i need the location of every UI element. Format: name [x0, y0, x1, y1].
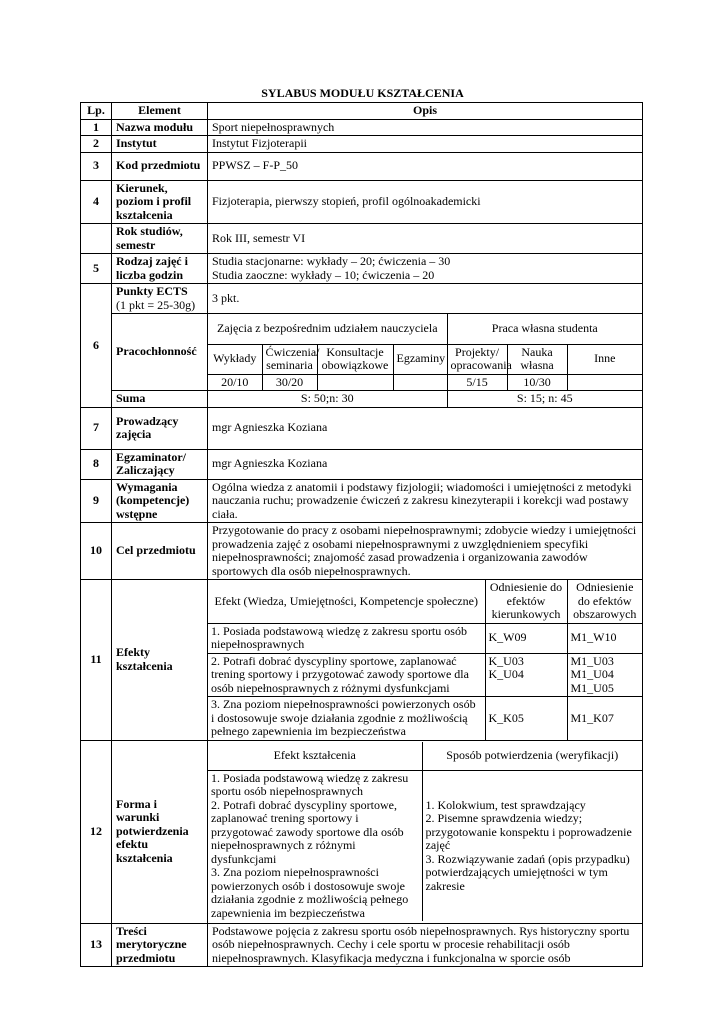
row-number: 11: [81, 580, 112, 741]
val-lectures: 20/10: [208, 374, 262, 390]
row-label: Kierunek, poziom i profil kształcenia: [112, 180, 208, 224]
val-exams: [393, 374, 447, 390]
row-value: [208, 254, 643, 284]
effects-header: Efekt (Wiedza, Umiejętności, Kompetencje społeczne): [208, 580, 485, 623]
verification-grid: [208, 740, 643, 923]
table-row: [81, 314, 643, 391]
table-row: [81, 580, 643, 741]
table-row: [81, 479, 643, 523]
row-number: 9: [81, 479, 112, 523]
sum-label: Suma: [112, 391, 208, 408]
effects-header-area: Odniesienie do efektów obszarowych: [567, 580, 642, 623]
row-number: 10: [81, 523, 112, 580]
row-value: Fizjoterapia, pierwszy stopień, profil ogólnoakademicki: [208, 180, 643, 224]
row-number: 5: [81, 254, 112, 284]
verification-table: [208, 742, 642, 921]
effect-area-code: M1_W10: [567, 623, 642, 653]
table-row: [81, 740, 643, 923]
row-value: mgr Agnieszka Koziana: [208, 407, 643, 449]
col-self-study: Nauka własna: [507, 344, 567, 374]
effect-field-code: K_W09: [485, 623, 567, 653]
val-consultations: [317, 374, 393, 390]
col-exams: Egzaminy: [393, 344, 447, 374]
row-label: Nazwa modułu: [112, 119, 208, 136]
row-value: PPWSZ – F-P_50: [208, 152, 643, 180]
row-number: 8: [81, 449, 112, 479]
sum-own-work: S: 15; n: 45: [447, 391, 642, 407]
row-value: Podstawowe pojęcia z zakresu sportu osób niepełnosprawnych. Rys historyczny sportu osób niepełnosprawnych. Cechy i cele sportu w procesie rehabilitacji osób niepełnosprawnych. Klasyfikacja medyczna i funkcjonalna w sporcie osób: [208, 923, 643, 967]
row-label: Forma i warunki potwierdzenia efektu kształcenia: [112, 740, 208, 923]
row-value: Rok III, semestr VI: [208, 224, 643, 254]
row-value: Instytut Fizjoterapii: [208, 136, 643, 153]
table-row: [81, 391, 643, 408]
effect-area-code: M1_U03 M1_U04 M1_U05: [567, 653, 642, 697]
row-number: 7: [81, 407, 112, 449]
effect-field-code: K_U03 K_U04: [485, 653, 567, 697]
row-label: [112, 284, 208, 314]
table-row: [81, 152, 643, 180]
row-number: 1: [81, 119, 112, 136]
workload-grid: [208, 314, 643, 391]
row-label: Wymagania (kompetencje) wstępne: [112, 479, 208, 523]
col-lectures: Wykłady: [208, 344, 262, 374]
workload-table: [208, 314, 642, 390]
table-row: [81, 180, 643, 224]
row-label: Egzaminator/ Zaliczający: [112, 449, 208, 479]
table-row: [81, 119, 643, 136]
val-other: [567, 374, 642, 390]
row-label: Instytut: [112, 136, 208, 153]
effect-text: 3. Zna poziom niepełnosprawności powierzonych osób i dostosowuje swoje działania zgodnie z możliwością pełnego zapewnienia im bezpieczeństwa: [208, 697, 485, 740]
row-number: 12: [81, 740, 112, 923]
row-number: 6: [81, 284, 112, 408]
col-exercises: Ćwiczenia/ seminaria: [262, 344, 317, 374]
table-row: [81, 407, 643, 449]
workload-label: Pracochłonność: [112, 314, 208, 391]
effects-table: [208, 580, 642, 740]
table-row: [81, 136, 643, 153]
col-consultations: Konsultacje obowiązkowe: [317, 344, 393, 374]
effect-text: 2. Potrafi dobrać dyscypliny sportowe, zaplanować trening sportowy i przygotować zawody sportowe dla osób niepełnosprawnych z różnymi dysfunkcjami: [208, 653, 485, 697]
effects-grid: [208, 580, 643, 741]
row-value: Sport niepełnosprawnych: [208, 119, 643, 136]
col-projects: Projekty/ opracowania: [447, 344, 507, 374]
effect-field-code: K_K05: [485, 697, 567, 740]
hours-extramural: Studia zaoczne: wykłady – 10; ćwiczenia – 20: [212, 267, 435, 282]
row-label: Rodzaj zajęć i liczba godzin: [112, 254, 208, 284]
table-row: [81, 254, 643, 284]
effect-text: 1. Posiada podstawową wiedzę z zakresu sportu osób niepełnosprawnych: [208, 623, 485, 653]
hours-stationary: Studia stacjonarne: wykłady – 20; ćwiczenia – 30: [212, 254, 451, 268]
row-number: 2: [81, 136, 112, 153]
table-row: [81, 224, 643, 254]
val-exercises: 30/20: [262, 374, 317, 390]
row-number: 4: [81, 180, 112, 224]
effects-header-field: Odniesienie do efektów kierunkowych: [485, 580, 567, 623]
header-element: Element: [112, 103, 208, 120]
sum-contact: S: 50;n: 30: [208, 391, 447, 407]
table-header-row: [81, 103, 643, 120]
group-own-work: Praca własna studenta: [447, 314, 642, 344]
val-self-study: 10/30: [507, 374, 567, 390]
verification-effects: 1. Posiada podstawową wiedzę z zakresu sportu osób niepełnosprawnych 2. Potrafi dobrać dyscypliny sportowe, zaplanować trening sportowy i przygotować zawody sportowe dla osób niepełnosprawnych z różnymi dysfunkcjami 3. Zna poziom niepełnosprawności powierzonych osób i dostosowuje swoje działania zgodnie z możliwością pełnego zapewnienia im bezpieczeństwa: [208, 770, 422, 921]
row-number: 3: [81, 152, 112, 180]
header-opis: Opis: [208, 103, 643, 120]
table-row: [81, 923, 643, 967]
table-row: [81, 449, 643, 479]
sum-values: [208, 391, 643, 408]
row-label: Cel przedmiotu: [112, 523, 208, 580]
row-value: Przygotowanie do pracy z osobami niepełnosprawnymi; zdobycie wiedzy i umiejętności prowadzenia zajęć z osobami niepełnosprawnymi z uwzględnieniem specyfiki niepełnosprawności; znajomość zasad prowadzenia i organizowania zawodów sportowych dla osób niepełnosprawnych.: [208, 523, 643, 580]
row-label: Rok studiów, semestr: [112, 224, 208, 254]
row-label: Kod przedmiotu: [112, 152, 208, 180]
ects-sublabel: (1 pkt = 25-30g): [116, 297, 196, 312]
row-label: Efekty kształcenia: [112, 580, 208, 741]
header-lp: Lp.: [81, 103, 112, 120]
table-row: [81, 523, 643, 580]
verification-header-method: Sposób potwierdzenia (weryfikacji): [422, 742, 642, 770]
verification-methods: 1. Kolokwium, test sprawdzający 2. Pisemne sprawdzenia wiedzy; przygotowanie konspektu i poprowadzenie zajęć 3. Rozwiązywanie zadań (opis przypadku) potwierdzających umiejętności w tym zakresie: [422, 770, 642, 921]
ects-label: Punkty ECTS: [116, 284, 188, 298]
row-label: Treści merytoryczne przedmiotu: [112, 923, 208, 967]
row-number: 13: [81, 923, 112, 967]
verification-header-effect: Efekt kształcenia: [208, 742, 422, 770]
val-projects: 5/15: [447, 374, 507, 390]
row-label: Prowadzący zajęcia: [112, 407, 208, 449]
group-contact: Zajęcia z bezpośrednim udziałem nauczyciela: [208, 314, 447, 344]
col-other: Inne: [567, 344, 642, 374]
ects-value: 3 pkt.: [208, 284, 643, 314]
effect-area-code: M1_K07: [567, 697, 642, 740]
syllabus-table: [80, 102, 643, 967]
page-title: SYLABUS MODUŁU KSZTAŁCENIA: [261, 86, 464, 100]
row-value: mgr Agnieszka Koziana: [208, 449, 643, 479]
row-value: Ogólna wiedza z anatomii i podstawy fizjologii; wiadomości i umiejętności z metodyki nauczania ruchu; prowadzenie ćwiczeń z zakresu kinezyterapii i korekcji wad postawy ciała.: [208, 479, 643, 523]
table-row: [81, 284, 643, 314]
